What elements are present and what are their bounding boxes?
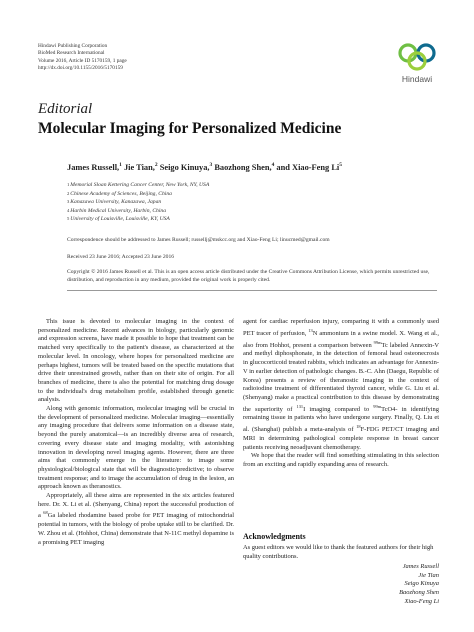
signature-name: Xiao-Feng Li — [404, 597, 439, 605]
affiliation-item: $^2$Chinese Academy of Sciences, Beijing, China — [67, 190, 172, 197]
signature-name: Baozhong Shen — [399, 589, 439, 597]
logo-wordmark: Hindawi — [401, 74, 433, 84]
signature-block — [300, 563, 439, 607]
header-divider — [67, 290, 437, 291]
hindawi-rings-icon — [392, 40, 442, 74]
affiliation-item: $^4$Harbin Medical University, Harbin, China — [67, 207, 167, 214]
author-5: and Xiao-Feng Li$^5$ — [276, 162, 342, 172]
article-title: Molecular Imaging for Personalized Medicine — [38, 120, 342, 137]
author-list — [67, 162, 342, 172]
body-column-left — [38, 318, 234, 547]
body-paragraph: Along with genomic information, molecular imaging will be crucial in the development of personalized medicine. Molecular imaging—essentially any imaging procedure that delivers some information on a disease state, beyond the purely anatomical—is an incredibly diverse area of research, covering every disease state and imaging modality, with astonishing innovation in developing novel imaging agents. However, there are three aims that commonly emerge in the literature: to image some physiological/biological state that will be diagnostic/predictive; to observe treatment response; and to image the accumulation of drug in the lesion, an approach known as theranostics. — [38, 405, 234, 491]
affiliation-list — [67, 181, 209, 224]
signature-name: Seigo Kinuya — [404, 580, 439, 588]
author-2: Jie Tian,$^2$ — [123, 162, 158, 172]
author-4: Baozhong Shen,$^4$ — [214, 162, 275, 172]
affiliation-item: $^5$University of Louisville, Louisville, KY, USA — [67, 216, 170, 223]
affiliation-item: $^1$Memorial Sloan Kettering Cancer Center, New York, NY, USA — [67, 182, 210, 188]
doi-link[interactable]: http://dx.doi.org/10.1155/2016/5170159 — [38, 65, 123, 72]
journal-name: BioMed Research International — [38, 50, 105, 57]
author-3: Seigo Kinuya,$^3$ — [159, 162, 213, 172]
acknowledgments-text: As guest editors we would like to thank the featured authors for their high quality contributions. — [243, 544, 434, 560]
article-type: Editorial — [38, 101, 93, 117]
copyright-notice: Copyright © 2016 James Russell et al. This is an open access article distributed under the Creative Commons Attribution License, which permits unrestricted use, distribution, and reproduction in any medium, provided the original work is properly cited. — [67, 269, 430, 283]
body-paragraph: agent for cardiac reperfusion injury, comparing it with a commonly used PET tracer of perfusion, $^{13}$N ammonium in a swine model. X. Wang et al., also from Hohhot, present a comparison between $^{99m}$Tc labeled Annexin-V and methyl diphosphonate, in the detection of femoral head osteonecrosis in glucocorticoid treated rabbits, which indicates an advantage for Annexin-V in earlier detection of pathologic changes. B.-C. Ahn (Daegu, Republic of Korea) presents a review of theranostic imaging in the context of radioiodine treatment of differentiated thyroid cancer, while G. Liu et al. (Shenyang) make a practical contribution to this disease by demonstrating the superiority of $^{131}$I imaging compared to $^{99m}$TcO4- in identifying remaining tissue in patients who have undergone surgery. Finally, Q. Liu et al. (Shanghai) publish a meta-analysis of $^{18}$F-FDG PET/CT imaging and MRI in determining pathological complete response in breast cancer patients receiving neoadjuvant chemotherapy. — [243, 318, 439, 451]
body-paragraph: Appropriately, all these aims are represented in the six articles featured here. Dr. X. Li et al. (Shenyang, China) report the successful production of a $^{68}$Ga labeled rhodamine based probe for PET imaging of mitochondrial potential in tumors, with the biology of probe uptake still to be clarified. Dr. W. Zhou et al. (Hohhot, China) demonstrate that N-11C methyl dopamine is a promising PET imaging — [38, 492, 234, 546]
publisher-name: Hindawi Publishing Corporation — [38, 43, 108, 49]
volume-info: Volume 2016, Article ID 5170159, 1 page — [38, 57, 127, 64]
publication-info — [38, 43, 127, 73]
signature-name: Jie Tian — [418, 571, 439, 579]
article-dates: Received 23 June 2016; Accepted 23 June 2016 — [67, 254, 175, 260]
body-paragraph: This issue is devoted to molecular imaging in the context of personalized medicine. Recent advances in biology, particularly genomic and expression screens, have made it possible to hope that treatment can be matched very specifically to the patient's disease, as characterized at the molecular level. In oncology, where hopes for personalized medicine are perhaps highest, tumors will be treated based on the specific mutations that drive their unrestrained growth, rather than on their site of origin. For all branches of medicine, there is also the potential for matching drug dosage to the individual's drug metabolism profile, established through genetic analysis. — [38, 318, 234, 404]
acknowledgments-heading: Acknowledgments — [243, 532, 306, 541]
correspondence-note: Correspondence should be addressed to James Russell; russellj@mskcc.org and Xiao-Feng Li; linucmed@gmail.com — [67, 237, 330, 243]
body-column-right — [243, 318, 439, 470]
body-paragraph: We hope that the reader will find something stimulating in this selection from an exciting and rapidly expanding area of research. — [243, 452, 439, 469]
signature-name: James Russell — [402, 563, 439, 570]
hindawi-logo — [392, 40, 442, 84]
author-1: James Russell,$^1$ — [67, 162, 122, 172]
affiliation-item: $^3$Kanazawa University, Kanazawa, Japan — [67, 199, 162, 206]
